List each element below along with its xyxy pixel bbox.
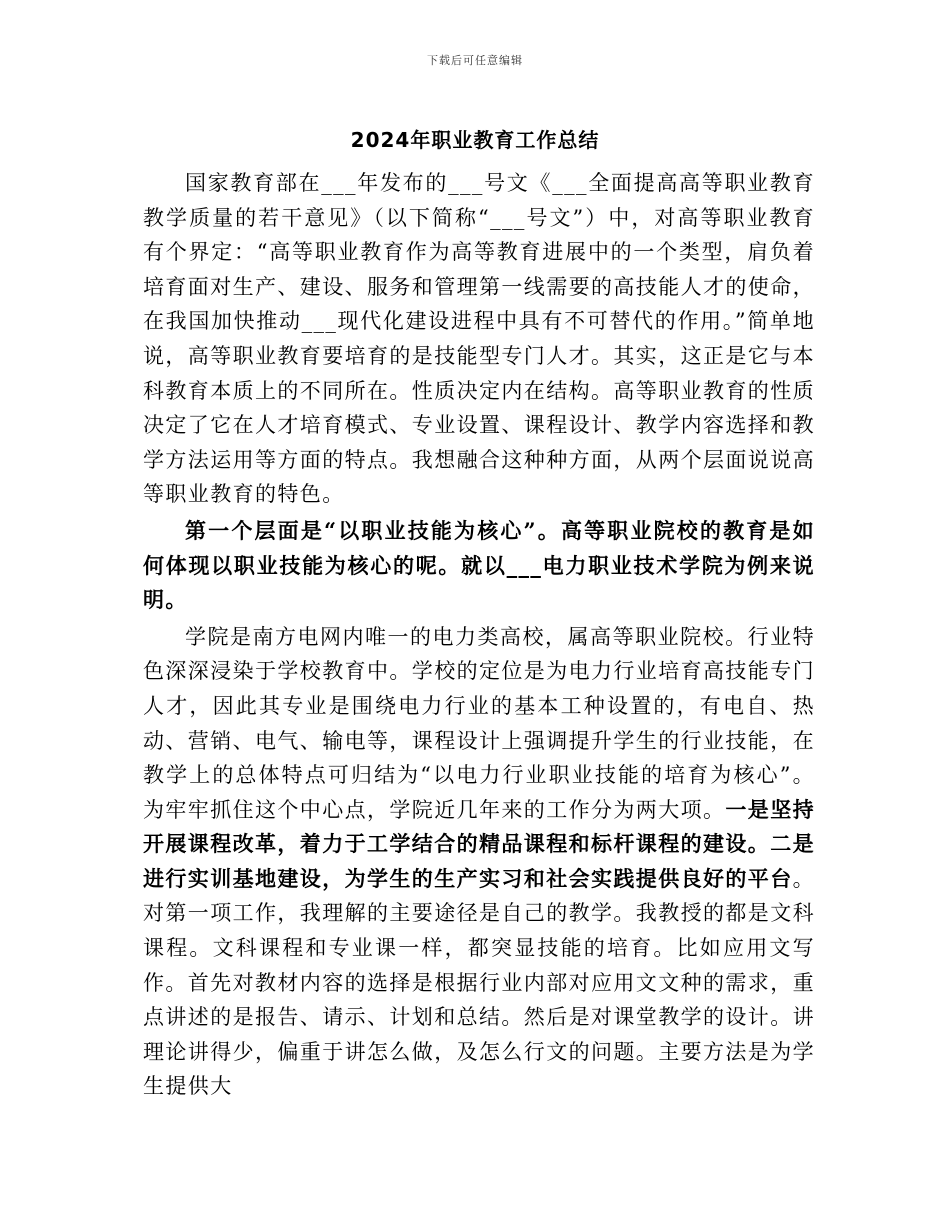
document-body — [143, 166, 815, 1104]
paragraph-3 — [143, 620, 815, 1104]
paragraph-2: 第一个层面是“以职业技能为核心”。高等职业院校的教育是如何体现以职业技能为核心的呢。就以___电力职业技术学院为例来说明。 — [143, 517, 815, 613]
header-note: 下载后可任意编辑 — [427, 54, 523, 67]
document-title: 2024年职业教育工作总结 — [350, 128, 600, 152]
paragraph-3-bold-text: 一是坚持开展课程改革，着力于工学结合的精品课程和标杆课程的建设。二是进行实训基地建设，为学生的生产实习和社会实践提供良好的平台 — [143, 796, 816, 891]
paragraph-3-text-a: 学院是南方电网内唯一的电力类高校，属高等职业院校。行业特色深深浸染于学校教育中。学校的定位是为电力行业培育高技能专门人才，因此其专业是围绕电力行业的基本工种设置的，有电自、热动、营销、电气、输电等，课程设计上强调提升学生的行业技能，在教学上的总体特点可归结为“以电力行业职业技能的培育为核心”。为牢牢抓住这个中心点，学院近几年来的工作分为两大项。 — [143, 624, 815, 822]
paragraph-1: 国家教育部在___年发布的___号文《___全面提高高等职业教育教学质量的若干意见》（以下简称“___号文”）中，对高等职业教育有个界定：“高等职业教育作为高等教育进展中的一个类型，肩负着培育面对生产、建设、服务和管理第一线需要的高技能人才的使命，在我国加快推动___现代化建设进程中具有不可替代的作用。”简单地说，高等职业教育要培育的是技能型专门人才。其实，这正是它与本科教育本质上的不同所在。性质决定内在结构。高等职业教育的性质决定了它在人才培育模式、专业设置、课程设计、教学内容选择和教学方法运用等方面的特点。我想融合这种种方面，从两个层面说说高等职业教育的特色。 — [143, 171, 815, 507]
paragraph-3-text-b: 。对第一项工作，我理解的主要途径是自己的教学。我教授的都是文科课程。文科课程和专业课一样，都突显技能的培育。比如应用文写作。首先对教材内容的选择是根据行业内部对应用文文种的需求，重点讲述的是报告、请示、计划和总结。然后是对课堂教学的设计。讲理论讲得少，偏重于讲怎么做，及怎么行文的问题。主要方法是为学生提供大 — [143, 866, 816, 1099]
